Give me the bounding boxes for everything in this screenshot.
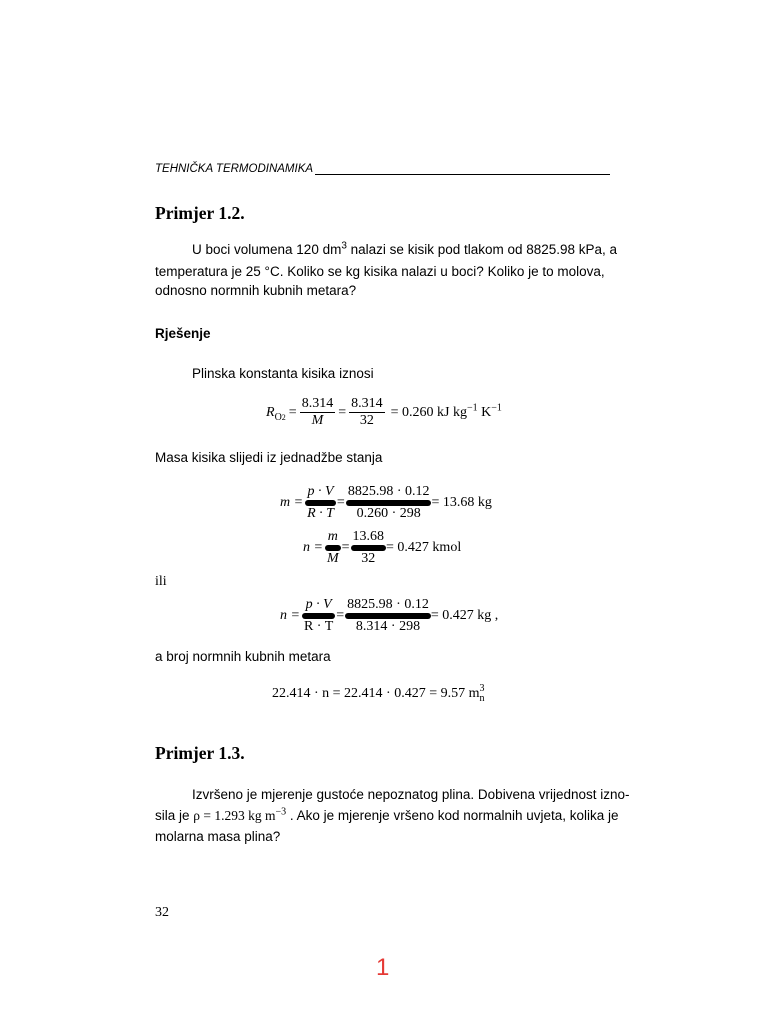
header-rule [315,163,610,175]
unit-exponent: 3 [341,240,347,252]
page-number: 32 [155,905,169,920]
eq-r-fraction-1: $\frac{8.314}{M}$ [301,396,334,428]
eq-norm-sub: n [479,693,485,704]
eq-r-result: = 0.260 kJ $kg^{-1}$ $K^{-1}$ [390,401,502,420]
eq-n2-result: = 0.427 kg , [430,608,499,623]
problem2-line-2b: . Ako je mjerenje vršeno kod normalnih uvjeta, kolika je [286,808,619,823]
eq-n2-fraction-1: p · V R · T [303,597,334,634]
eq-n-result: = 0.427 kmol [386,540,462,555]
equation-mass: m = p · V R · T = 8825.98 · 0.12 0.260 · 298 = 13.68 kg [280,484,492,521]
eq-m-fraction-2: 8825.98 · 0.12 0.260 · 298 [347,484,430,521]
eq-n2-lhs: n = [280,608,300,623]
eq-m-lhs: m = [280,495,304,510]
equation-gas-constant: $R_{O2}$ = $\frac{8.314}{M}$ = $\frac{8.314}{32}$ = 0.260 kJ $kg^{-1}$ $K^{-1}$ [266,396,502,428]
problem2-line-2 [155,808,619,824]
equation-moles: n = m M = 13.68 32 = 0.427 kmol [303,529,462,566]
problem2-line-3: molarna masa plina? [155,829,281,844]
eq-m-fraction-1: p · V R · T [307,484,334,521]
eq-n-fraction-1: m M [326,529,339,566]
eq-norm-text: 22.414 · n = 22.414 · 0.427 = 9.57 m [272,686,480,702]
problem-line-2: temperatura je 25 °C. Koliko se kg kisika nalazi u boci? Koliko je to molova, [155,264,605,279]
or-text: ili [155,574,167,589]
solution-intro: Plinska konstanta kisika iznosi [192,366,374,381]
problem2-line-2a: sila je [155,808,194,823]
header-title: TEHNIČKA TERMODINAMIKA [155,163,314,175]
problem-line-1 [192,240,617,259]
problem-line-1b: nalazi se kisik pod tlakom od 8825.98 kPa, a [346,242,618,257]
density-value: ρ = 1.293 kg $m^{-3}$ [193,806,287,823]
example-1-2-heading: Primjer 1.2. [155,203,245,223]
example-1-3-heading: Primjer 1.3. [155,743,245,763]
mass-intro: Masa kisika slijedi iz jednadžbe stanja [155,450,383,465]
problem2-line-1: Izvršeno je mjerenje gustoće nepoznatog plina. Dobivena vrijednost izno- [192,787,630,802]
eq-r-fraction-2: $\frac{8.314}{32}$ [351,396,383,428]
eq-n2-fraction-2: 8825.98 · 0.12 8.314 · 298 [347,597,429,634]
problem-line-1a: U boci volumena 120 dm [192,242,342,257]
solution-heading: Rješenje [155,326,211,341]
viewer-page-indicator: 1 [376,954,390,981]
eq-r-lhs: $R_{O2}$ [266,404,286,423]
problem-line-3: odnosno normnih kubnih metara? [155,283,357,298]
eq-norm-sup: 3 [479,683,485,694]
eq-m-result: = 13.68 kg [431,495,492,510]
equation-normal-volume [272,684,485,704]
equation-moles-alt: n = p · V R · T = 8825.98 · 0.12 8.314 · 298 = 0.427 kg , [280,597,499,634]
norm-intro: a broj normnih kubnih metara [155,649,331,664]
eq-n-fraction-2: 13.68 32 [352,529,385,566]
eq-n-lhs: n = [303,540,323,555]
running-header [155,163,610,175]
